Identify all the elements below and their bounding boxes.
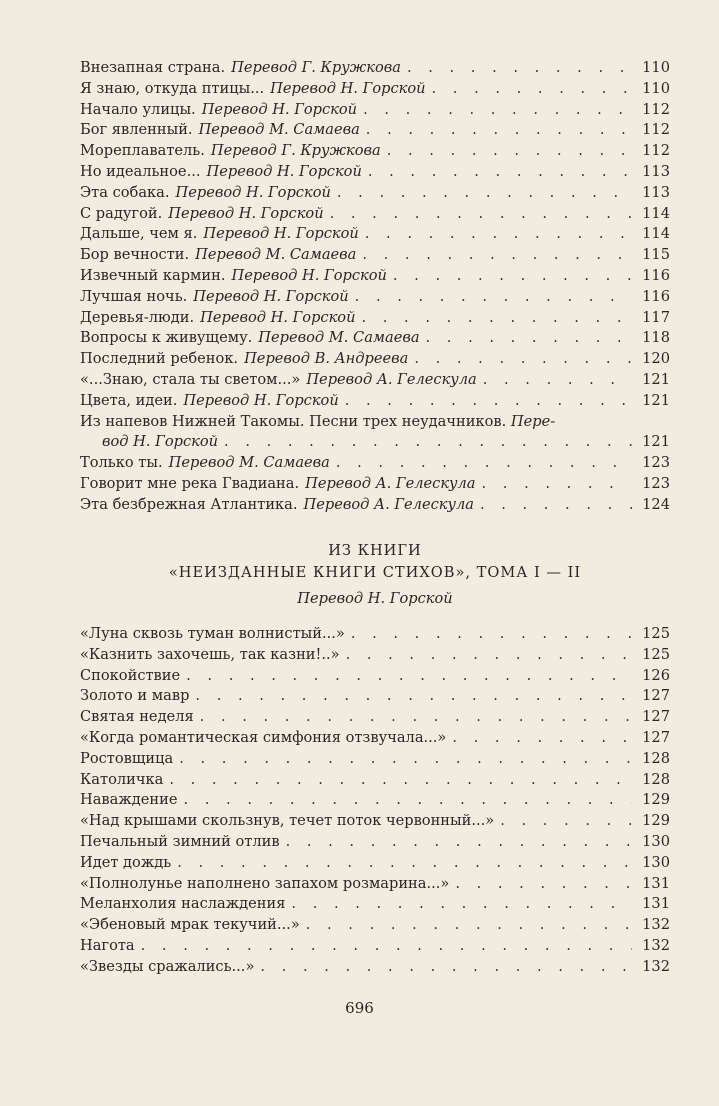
entry-translator: Перевод В. Андреева — [244, 350, 409, 368]
entry-title: Говорит мне река Гвадиана. — [80, 474, 300, 492]
entry-title: Печальный зимний отлив — [80, 832, 280, 850]
entry-page: 115 — [642, 246, 670, 264]
toc-entry — [80, 771, 670, 792]
dot-leader — [351, 625, 632, 642]
dot-leader — [482, 475, 632, 492]
entry-page: 130 — [642, 853, 670, 871]
toc-entry — [80, 475, 670, 496]
entry-page: 125 — [642, 645, 670, 663]
toc-entry — [80, 812, 670, 833]
dot-leader — [200, 708, 632, 725]
toc-entry — [80, 59, 670, 80]
entry-title: «Луна сквозь туман волнистый...» — [80, 625, 345, 642]
entry-page: 129 — [642, 812, 670, 830]
toc-entry — [80, 496, 670, 517]
dot-leader — [414, 350, 632, 367]
dot-leader — [177, 854, 632, 871]
entry-page: 110 — [642, 79, 670, 97]
entry-translator: Перевод Н. Горской — [231, 266, 387, 284]
dot-leader — [306, 916, 632, 933]
toc-entry — [80, 454, 670, 475]
toc-entry — [80, 350, 670, 371]
entry-title: Деревья-люди. — [80, 308, 195, 326]
entry-title: «Когда романтическая симфония отзвучала...» — [80, 728, 447, 746]
entry-page: 120 — [642, 350, 670, 368]
entry-translator: Перевод Н. Горской — [270, 79, 426, 97]
toc-entry — [80, 791, 670, 812]
entry-title: Спокойствие — [80, 666, 181, 684]
entry-page: 118 — [642, 329, 670, 347]
dot-leader — [452, 729, 632, 746]
entry-page: 114 — [642, 225, 670, 243]
toc-entry — [80, 309, 670, 330]
entry-page: 132 — [642, 936, 670, 954]
dot-leader — [426, 329, 632, 346]
entry-page: 113 — [642, 183, 670, 201]
dot-leader — [169, 771, 632, 788]
toc-entry — [80, 833, 670, 854]
entry-title: Внезапная страна. — [80, 59, 226, 76]
entry-translator: вод Н. Горской — [102, 433, 219, 451]
dot-leader — [480, 496, 632, 513]
entry-translator: Перевод М. Самаева — [168, 454, 330, 472]
toc-entry — [80, 121, 670, 142]
entry-page: 128 — [642, 749, 670, 767]
toc-section-1 — [80, 59, 670, 517]
dot-leader — [291, 895, 632, 912]
entry-title: Последний ребенок. — [80, 350, 239, 368]
section-translator: Перевод Н. Горской — [297, 590, 453, 607]
entry-translator: Перевод М. Самаева — [195, 246, 357, 264]
dot-leader — [368, 163, 632, 180]
entry-title: Меланхолия наслаждения — [80, 895, 286, 913]
entry-translator: Перевод Н. Горской — [183, 391, 339, 409]
toc-entry — [80, 392, 670, 413]
entry-translator: Перевод Н. Горской — [203, 225, 359, 243]
entry-translator: Перевод М. Самаева — [258, 329, 420, 347]
entry-title: «Полнолунье наполнено запахом розмарина...» — [80, 874, 450, 892]
dot-leader — [330, 205, 632, 222]
toc-entry — [80, 288, 670, 309]
entry-translator: Перевод А. Гелескула — [305, 474, 476, 492]
entry-title: С радугой. — [80, 204, 163, 222]
entry-translator: Перевод А. Гелескула — [303, 495, 474, 513]
dot-leader — [179, 750, 632, 767]
toc-section-2 — [80, 625, 670, 979]
entry-title: «Над крышами скользнув, течет поток червонный...» — [80, 812, 495, 830]
entry-title: Но идеальное... — [80, 162, 201, 180]
toc-entry — [80, 163, 670, 184]
toc-entry — [80, 875, 670, 896]
toc-entry — [80, 708, 670, 729]
entry-page: 132 — [642, 916, 670, 934]
entry-page: 127 — [642, 708, 670, 726]
entry-translator: Перевод А. Гелескула — [306, 370, 477, 388]
entry-title: «Эбеновый мрак текучий...» — [80, 916, 300, 934]
entry-translator: Перевод Н. Горской — [175, 183, 331, 201]
toc-entry-wrapped-line2 — [80, 433, 670, 454]
entry-title: Эта собака. — [80, 183, 170, 201]
entry-title: Лучшая ночь. — [80, 287, 188, 305]
entry-page: 131 — [642, 874, 670, 892]
entry-translator: Перевод М. Самаева — [198, 121, 360, 139]
toc-entry — [80, 916, 670, 937]
toc-entry — [80, 937, 670, 958]
entry-title: Идет дождь — [80, 853, 172, 871]
dot-leader — [407, 59, 632, 76]
entry-page: 117 — [642, 308, 670, 326]
entry-page: 127 — [642, 687, 670, 705]
toc-entry — [80, 750, 670, 771]
entry-page: 112 — [642, 100, 670, 118]
dot-leader — [355, 288, 632, 305]
entry-page: 121 — [642, 391, 670, 409]
dot-leader — [483, 371, 632, 388]
toc-entry — [80, 80, 670, 101]
dot-leader — [183, 791, 632, 808]
dot-leader — [186, 667, 632, 684]
entry-title: Эта безбрежная Атлантика. — [80, 495, 298, 513]
dot-leader — [224, 433, 632, 450]
dot-leader — [345, 392, 632, 409]
entry-page: 129 — [642, 791, 670, 809]
dot-leader — [393, 267, 632, 284]
dot-leader — [195, 687, 632, 704]
toc-entry — [80, 687, 670, 708]
entry-title: Дальше, чем я. — [80, 225, 198, 243]
toc-entry — [80, 854, 670, 875]
dot-leader — [365, 225, 632, 242]
entry-translator: Перевод Н. Горской — [193, 287, 349, 305]
entry-page: 114 — [642, 204, 670, 222]
entry-title: Святая неделя — [80, 708, 194, 726]
entry-translator: Пере- — [510, 412, 556, 430]
toc-entry — [80, 184, 670, 205]
entry-translator: Перевод Н. Горской — [168, 204, 324, 222]
entry-translator: Перевод Н. Горской — [201, 100, 358, 118]
entry-page: 131 — [642, 895, 670, 913]
entry-title: Начало улицы. — [80, 100, 196, 118]
entry-title: Католичка — [80, 770, 164, 788]
dot-leader — [362, 246, 632, 263]
dot-leader — [346, 646, 632, 663]
entry-page: 123 — [642, 454, 670, 472]
dot-leader — [362, 309, 633, 326]
entry-page: 127 — [642, 728, 670, 746]
entry-page: 132 — [642, 957, 670, 975]
entry-title: Из напевов Нижней Такомы. Песни трех неудачников. — [80, 412, 507, 430]
dot-leader — [366, 121, 632, 138]
section-heading-line1: ИЗ КНИГИ — [328, 542, 422, 559]
entry-page: 121 — [642, 370, 670, 388]
toc-entry — [80, 895, 670, 916]
entry-title: Ростовщица — [80, 749, 174, 767]
entry-translator: Перевод Н. Горской — [200, 308, 356, 326]
entry-page: 110 — [642, 59, 670, 76]
dot-leader — [432, 80, 632, 97]
entry-title: «Звезды сражались...» — [80, 957, 255, 975]
entry-translator: Перевод Г. Кружкова — [210, 142, 381, 160]
toc-entry — [80, 267, 670, 288]
entry-title: Вопросы к живущему. — [80, 329, 253, 347]
dot-leader — [336, 454, 632, 471]
dot-leader — [455, 875, 632, 892]
entry-page: 126 — [642, 666, 670, 684]
dot-leader — [363, 101, 632, 118]
toc-entry — [80, 958, 670, 979]
entry-page: 123 — [642, 474, 670, 492]
entry-title: Бог явленный. — [80, 121, 193, 139]
toc-entry — [80, 225, 670, 246]
entry-page: 116 — [642, 266, 670, 284]
entry-title: Извечный кармин. — [80, 266, 226, 284]
toc-entry — [80, 101, 670, 122]
entry-translator: Перевод Г. Кружкова — [231, 59, 401, 76]
entry-page: 125 — [642, 625, 670, 642]
section-heading-line2: «НЕИЗДАННЫЕ КНИГИ СТИХОВ», ТОМА I — II — [168, 564, 582, 581]
entry-title: Цвета, идеи. — [80, 391, 178, 409]
toc-entry — [80, 667, 670, 688]
toc-entry-wrapped-line1 — [80, 413, 670, 434]
entry-title: Бор вечности. — [80, 246, 190, 264]
entry-page: 112 — [642, 121, 670, 139]
dot-leader — [500, 812, 632, 829]
entry-page: 113 — [642, 162, 670, 180]
dot-leader — [286, 833, 632, 850]
entry-title: Только ты. — [80, 454, 163, 472]
entry-page: 130 — [642, 832, 670, 850]
page-number: 696 — [345, 999, 374, 1017]
entry-page: 116 — [642, 287, 670, 305]
entry-title: Золото и мавр — [80, 687, 190, 705]
dot-leader — [337, 184, 632, 201]
toc-entry — [80, 205, 670, 226]
entry-translator: Перевод Н. Горской — [206, 162, 362, 180]
entry-title: «...Знаю, стала ты светом...» — [80, 370, 301, 388]
entry-page: 124 — [642, 495, 670, 513]
toc-entry — [80, 729, 670, 750]
toc-entry — [80, 646, 670, 667]
entry-title: Я знаю, откуда птицы... — [80, 79, 265, 97]
toc-entry — [80, 142, 670, 163]
toc-entry — [80, 329, 670, 350]
dot-leader — [387, 142, 632, 159]
dot-leader — [260, 958, 632, 975]
entry-title: Нагота — [80, 936, 135, 954]
entry-title: Мореплаватель. — [80, 142, 205, 160]
entry-page: 112 — [642, 142, 670, 160]
entry-page: 128 — [642, 770, 670, 788]
toc-entry — [80, 371, 670, 392]
toc-entry — [80, 625, 670, 646]
toc-entry — [80, 246, 670, 267]
dot-leader — [141, 937, 632, 954]
entry-page: 121 — [642, 433, 670, 451]
entry-title: «Казнить захочешь, так казни!..» — [80, 645, 340, 663]
entry-title: Наваждение — [80, 791, 178, 809]
